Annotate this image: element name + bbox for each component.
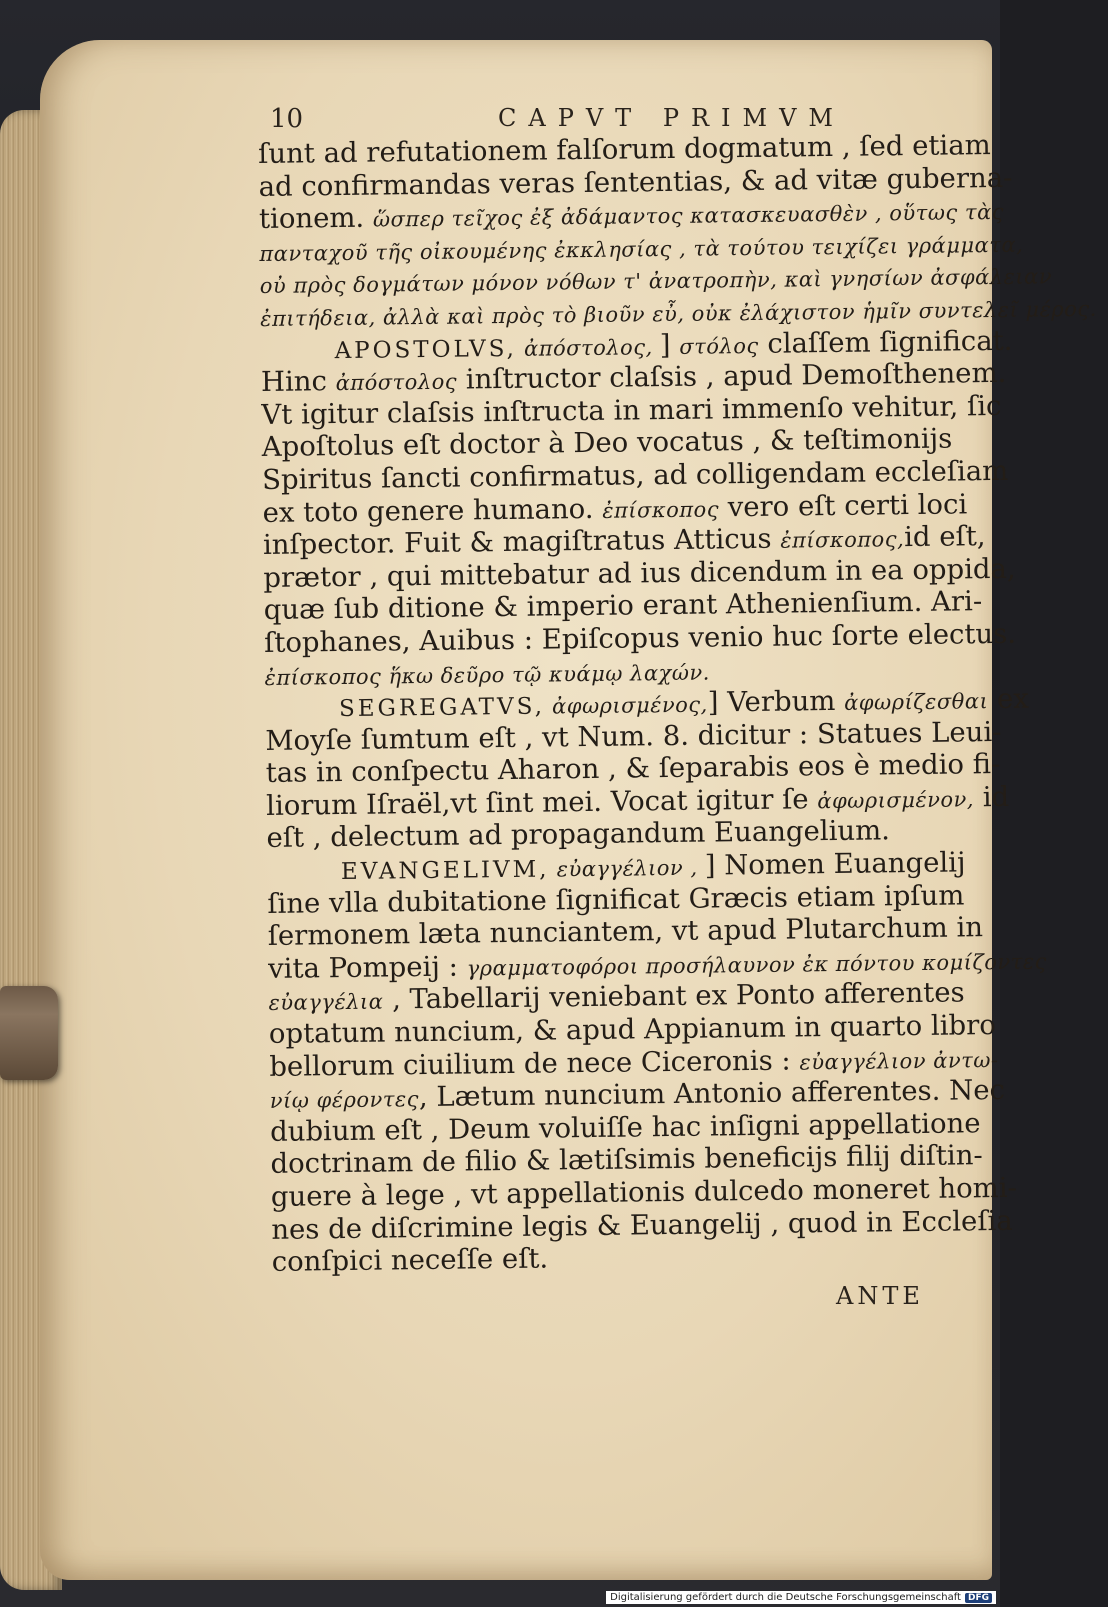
latin-text: ] <box>659 328 680 361</box>
latin-text: id <box>973 780 1010 814</box>
latin-text: vita Pompeij : <box>267 950 467 985</box>
greek-text: νίῳ φέροντες <box>269 1087 420 1114</box>
running-head: CAPVT PRIMVM <box>498 104 845 132</box>
catchword: ANTE <box>836 1282 924 1310</box>
latin-text: dubium eſt , Deum voluiſſe hac inſigni appellatione <box>269 1107 981 1148</box>
latin-text: nes de diſcrimine legis & Euangelij , quod in Eccleſia <box>271 1204 1013 1246</box>
lemma: SEGREGATVS, <box>338 693 546 723</box>
greek-text: ἀφωρισμένος, <box>544 692 708 719</box>
latin-text: conſpici neceſſe eſt. <box>271 1242 549 1279</box>
greek-text: ἀφωρισμένον, <box>817 787 975 814</box>
latin-text: quæ ſub ditione & imperio erant Athenienſium. Ari- <box>263 585 983 627</box>
latin-text: Moyſe ſumtum eſt , vt Num. 8. dicitur : Statues Leui- <box>265 715 1002 757</box>
folio-number: 10 <box>270 104 304 134</box>
latin-text: ex toto genere humano. <box>262 492 603 529</box>
latin-text: ] Verbum <box>707 684 845 719</box>
greek-text: γραμματοφόροι προσήλαυνον ἐκ πόντου κομίζοντες <box>466 949 1048 981</box>
latin-text: ſine vlla dubitatione ſignificat Græcis etiam ipſum <box>267 879 965 920</box>
latin-text: Hinc <box>260 365 336 399</box>
latin-text: eſt , delectum ad propagandum Euangelium. <box>266 814 891 855</box>
latin-text: optatum nuncium, & apud Appianum in quarto libro <box>268 1009 997 1050</box>
lemma: APOSTOLVS, <box>334 335 518 364</box>
greek-text: στόλος <box>679 333 759 359</box>
latin-text: Apoſtolus eſt doctor à Deo vocatus , & teſtimonijs <box>261 422 953 464</box>
latin-text: ſunt ad refutationem falſorum dogmatum , ſed etiam <box>258 129 991 170</box>
latin-text: vero eſt certi loci <box>718 487 968 523</box>
latin-text: doctrinam de filio & lætiſsimis beneficijs filij diſtin- <box>270 1139 983 1181</box>
greek-text: εὐαγγέλιον ἀντω- <box>799 1047 999 1075</box>
digitization-footer <box>606 1591 996 1604</box>
greek-text: ἐπίσκοπος, <box>780 527 905 553</box>
latin-text: ex <box>988 682 1029 716</box>
book-clasp <box>0 986 58 1080</box>
latin-text: guere à lege , vt appellationis dulcedo moneret homi- <box>270 1171 1018 1213</box>
greek-text: εὐαγγέλια <box>268 989 384 1016</box>
latin-text: tas in conſpectu Aharon , & ſeparabis eos è medio fi- <box>265 748 1001 790</box>
latin-text: tionem. <box>258 201 374 236</box>
greek-text: πανταχοῦ τῆς οἰκουμένης ἐκκλησίας , τὰ τούτου τειχίζει γράμματα, <box>259 232 1024 266</box>
latin-text: ſtophanes, Auibus : Epiſcopus venio huc ſorte electus. <box>263 617 1017 659</box>
latin-text: id eſt, <box>903 520 986 554</box>
latin-text: , Tabellarij veniebant ex Ponto afferentes <box>383 976 965 1016</box>
greek-text: ἀπόστολος <box>335 369 458 396</box>
latin-text: claſſem ſignificat. <box>758 324 1013 360</box>
latin-text: ad confirmandas veras ſententias, & ad vitæ guberna- <box>258 161 1013 203</box>
latin-text: Spiritus ſancti confirmatus, ad colligendam eccleſiam <box>261 454 1009 496</box>
latin-text: ] Nomen Euangelij <box>704 846 966 882</box>
greek-text: ἐπίσκοπος ἥκω δεῦρο τῷ κυάμῳ λαχών. <box>264 660 711 690</box>
greek-text: ἀπόστολος, <box>516 334 660 361</box>
latin-text: prætor , qui mittebatur ad ius dicendum in ea oppida, <box>263 552 1016 594</box>
greek-text: οὐ πρὸς δογμάτων μόνον νόθων τ' ἀνατροπὴν, καὶ γνησίων ἀσφάλειαν <box>259 264 1053 299</box>
latin-text: , Lætum nuncium Antonio afferentes. Nec <box>418 1074 1006 1114</box>
footer-text: Digitalisierung gefördert durch die Deutsche Forschungsgemeinschaft <box>610 1592 961 1603</box>
latin-text: ſermonem læta nunciantem, vt apud Plutarchum in <box>267 911 984 953</box>
latin-text: Vt igitur claſsis inſtructa in mari immenſo vehitur, ſic <box>261 389 1002 431</box>
latin-text: inſpector. Fuit & magiſtratus Atticus <box>262 522 781 562</box>
lemma: EVANGELIVM, <box>340 856 550 886</box>
greek-text: ἐπίσκοπος <box>602 496 720 523</box>
latin-text: bellorum ciuilium de nece Ciceronis : <box>269 1044 800 1083</box>
greek-text: εὐαγγέλιον , <box>549 855 705 882</box>
latin-text: inſtructor claſsis , apud Demoſthenem. <box>456 357 1007 396</box>
greek-text: ὥσπερ τεῖχος ἐξ ἀδάμαντος κατασκευασθὲν , οὕτως τὰς <box>372 200 1005 232</box>
greek-text: ἀφωρίζεσθαι <box>843 689 989 715</box>
greek-text: ἐπιτήδεια, ἀλλὰ καὶ πρὸς τὸ βιοῦν εὖ, οὐκ ἐλάχιστον ἡμῖν συντελεῖ μέρος. <box>260 296 1097 331</box>
latin-text: liorum Iſraël,vt ſint mei. Vocat igitur ſe <box>265 783 818 822</box>
dfg-logo: DFG <box>965 1593 992 1603</box>
text-block <box>258 129 1097 1279</box>
